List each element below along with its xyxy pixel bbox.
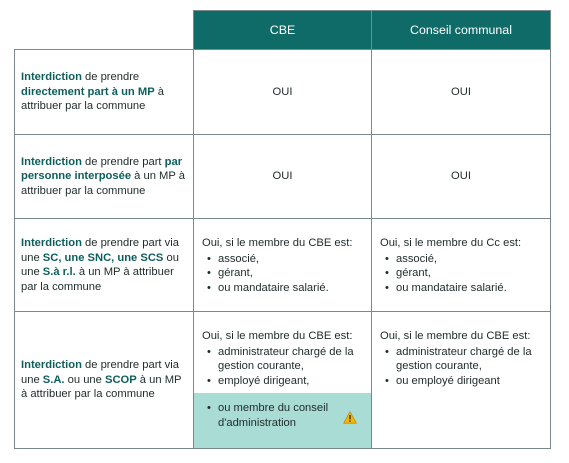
row-2-cc-value: OUI xyxy=(451,170,471,183)
row-2-cbe-value: OUI xyxy=(272,170,293,183)
column-header-cbe-label: CBE xyxy=(269,22,296,37)
list-item: • gérant, xyxy=(218,266,363,281)
row-4-cc xyxy=(371,311,551,449)
row-label-4-text xyxy=(21,358,185,402)
label-emphasis: Interdiction xyxy=(21,155,82,168)
column-header-cbe xyxy=(193,10,372,50)
row-label-2 xyxy=(14,134,194,219)
row-4-cc-lead: Oui, si le membre du CBE est: xyxy=(380,330,531,342)
label-emphasis: directement part à un MP xyxy=(21,85,155,98)
label-text: ou une xyxy=(64,373,105,386)
row-label-2-text xyxy=(21,155,185,199)
column-header-conseil-communal xyxy=(371,10,551,50)
label-text: à un MP à attribuer par la commune xyxy=(21,266,174,293)
row-3-cbe xyxy=(193,218,372,312)
column-header-conseil-communal-label: Conseil communal xyxy=(410,22,512,37)
label-text: à un MP à attribuer par la commune xyxy=(21,170,185,197)
row-1-cc-value: OUI xyxy=(451,85,471,98)
label-text: à attribuer par la commune xyxy=(21,85,164,113)
row-1-cbe xyxy=(193,49,372,135)
row-1-cbe-value: OUI xyxy=(272,85,293,98)
list-item: • administrateur chargé de la gestion courante, xyxy=(396,345,542,374)
row-4-cbe xyxy=(193,311,372,449)
label-emphasis: SCOP xyxy=(104,373,137,386)
row-3-cc-lead: Oui, si le membre du Cc est: xyxy=(380,237,522,249)
label-emphasis: S.à r.l. xyxy=(42,266,76,278)
label-emphasis: SC, une SNC, une SCS xyxy=(42,251,164,264)
row-3-cbe-lead: Oui, si le membre du CBE est: xyxy=(202,237,353,249)
row-4-cbe-highlight-item: • ou membre du conseil d'administration xyxy=(218,401,337,430)
label-emphasis: S.A. xyxy=(42,373,65,386)
row-3-cc xyxy=(371,218,551,312)
row-3-cbe-list xyxy=(202,252,363,296)
list-item: • ou mandataire salarié. xyxy=(218,281,363,296)
label-emphasis: Interdiction xyxy=(21,237,82,249)
label-text: de prendre part via une xyxy=(21,237,179,264)
row-1-cc xyxy=(371,49,551,135)
row-3-cc-list xyxy=(380,252,542,296)
row-4-cc-list xyxy=(380,345,542,389)
list-item: • ou mandataire salarié. xyxy=(396,281,542,296)
label-emphasis: par personne interposée xyxy=(21,155,183,183)
row-4-cbe-lead: Oui, si le membre du CBE est: xyxy=(202,330,353,342)
row-label-1 xyxy=(14,49,194,135)
label-emphasis: Interdiction xyxy=(21,71,82,84)
label-text: de prendre xyxy=(81,71,140,84)
list-item: • associé, xyxy=(396,252,542,267)
row-label-3 xyxy=(14,218,194,312)
label-text: ou une xyxy=(21,251,179,278)
row-2-cbe xyxy=(193,134,372,219)
list-item: • administrateur chargé de la gestion courante, xyxy=(218,345,363,374)
row-2-cc xyxy=(371,134,551,219)
row-label-3-text xyxy=(21,236,185,294)
list-item: • gérant, xyxy=(396,266,542,281)
label-text: de prendre part via une xyxy=(21,359,179,386)
list-item: • ou employé dirigeant xyxy=(396,374,542,389)
label-emphasis: Interdiction xyxy=(21,359,82,372)
list-item: • associé, xyxy=(218,252,363,267)
row-4-cbe-highlight xyxy=(194,393,371,448)
list-item: • employé dirigeant, xyxy=(218,374,363,389)
warning-triangle-icon xyxy=(343,411,357,424)
row-4-cbe-list xyxy=(202,345,363,389)
label-text: à un MP à attribuer par la commune xyxy=(21,373,182,401)
row-label-4 xyxy=(14,311,194,449)
label-text: de prendre part xyxy=(81,155,165,168)
row-label-1-text xyxy=(21,70,185,114)
